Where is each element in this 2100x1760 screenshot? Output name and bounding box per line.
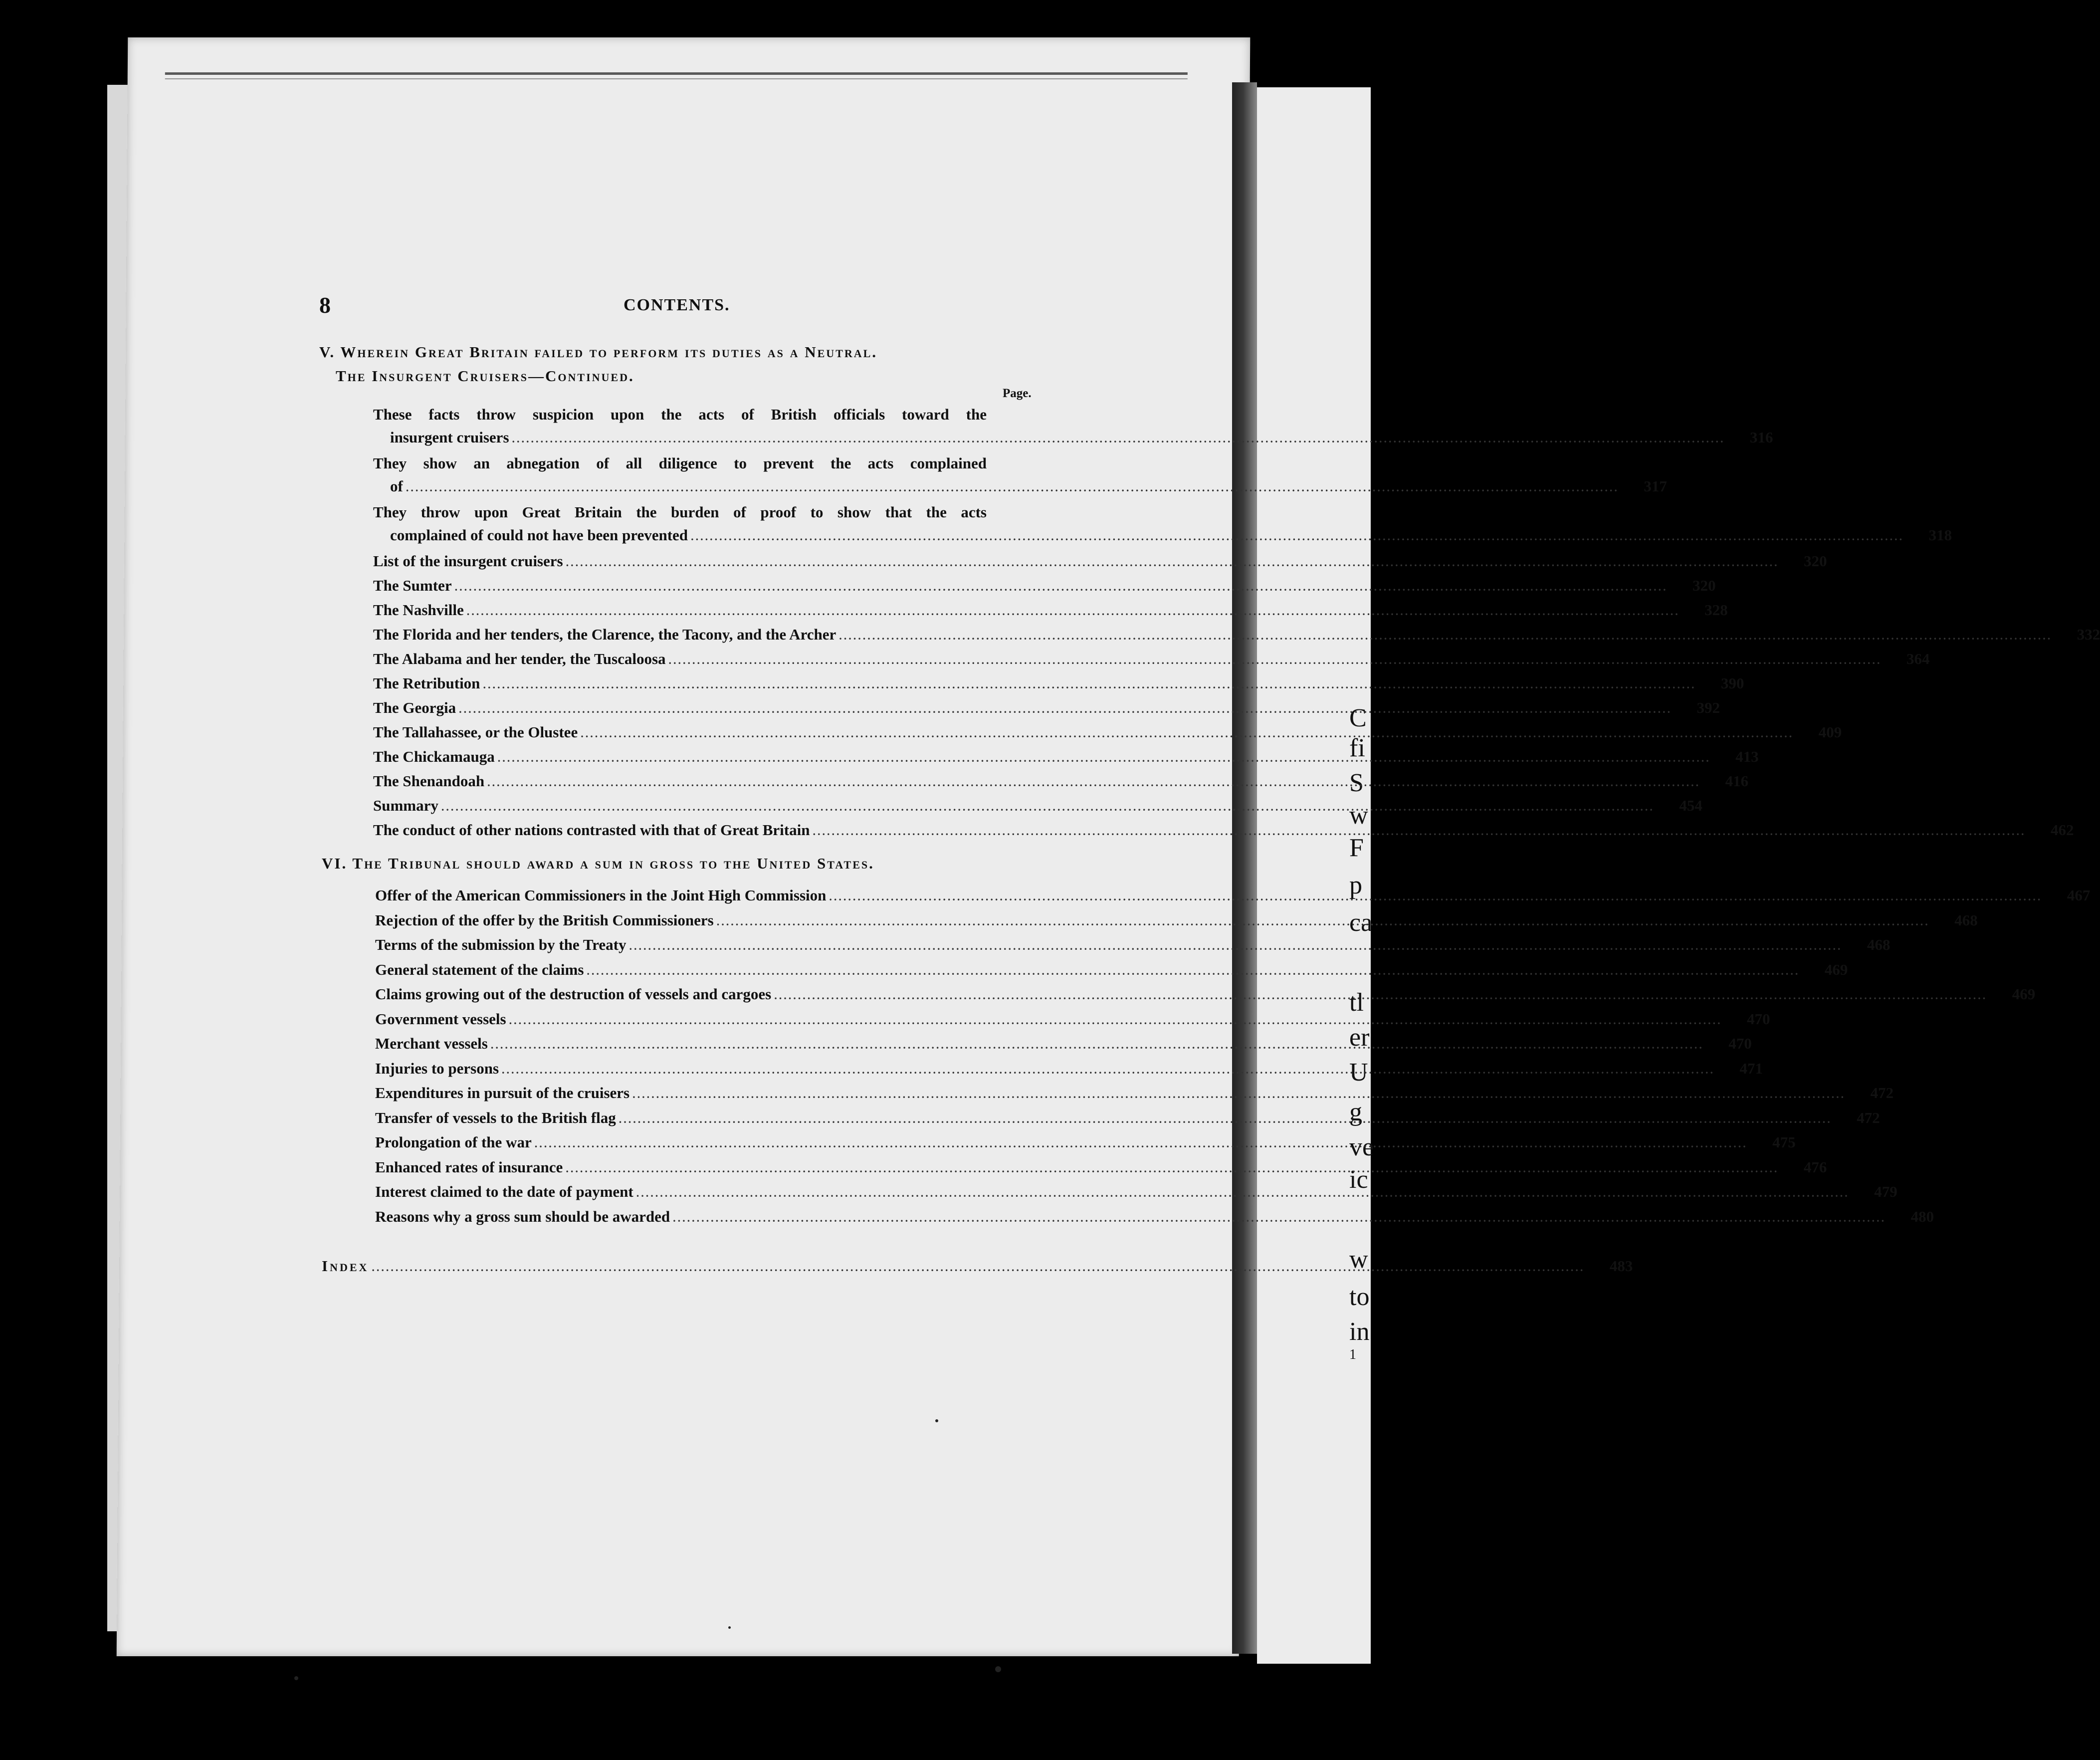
- toc-entry: [373, 696, 1720, 721]
- entry-line: [373, 819, 2074, 843]
- facing-text-fragment: to: [1349, 1283, 1370, 1311]
- facing-text-fragment: C: [1349, 704, 1367, 732]
- entry-page: 469: [2012, 985, 2036, 1003]
- toc-entry: [373, 623, 2100, 648]
- entry-page: 416: [1725, 772, 1749, 790]
- speck: [728, 1626, 731, 1629]
- dot-leader: [406, 476, 1619, 499]
- facing-text-fragment: ca: [1349, 908, 1373, 937]
- entry-text: insurgent cruisers: [390, 429, 509, 446]
- section-v-subheading: The Insurgent Cruisers—Continued.: [336, 367, 634, 385]
- toc-entry: [373, 794, 1702, 819]
- toc-entry: [373, 501, 1952, 548]
- entry-page: 468: [1954, 911, 1978, 929]
- entry-page: 476: [1803, 1158, 1827, 1176]
- entry-text: Interest claimed to the date of payment: [375, 1183, 633, 1200]
- facing-text-fragment: in: [1349, 1318, 1370, 1346]
- top-rule: [165, 72, 1188, 75]
- facing-text-fragment: fi: [1349, 734, 1365, 762]
- dot-leader: [587, 960, 1800, 983]
- entry-line: [373, 426, 1773, 450]
- entry-page: 317: [1644, 477, 1667, 495]
- index-page: 483: [1609, 1257, 1633, 1275]
- dot-leader: [467, 600, 1680, 623]
- entry-line: [373, 623, 2100, 648]
- facing-text-fragment: w: [1349, 1245, 1368, 1274]
- facing-text-fragment: F: [1349, 834, 1364, 862]
- top-rule-secondary: [165, 78, 1188, 79]
- entry-line: [373, 599, 1728, 623]
- dot-leader: [813, 820, 2026, 843]
- toc-entry: [375, 884, 2091, 908]
- toc-entry: [375, 1032, 1752, 1057]
- entry-text: List of the insurgent cruisers: [373, 552, 563, 570]
- page-number: 8: [319, 292, 331, 318]
- dot-leader: [829, 885, 2042, 908]
- toc-entry: [375, 1008, 1770, 1032]
- toc-entry: [373, 574, 1716, 599]
- facing-text-fragment: ic: [1349, 1165, 1368, 1194]
- index-label: Index: [322, 1257, 369, 1275]
- entry-text: The conduct of other nations contrasted with that of Great Britain: [373, 821, 810, 839]
- speck: [995, 1666, 1001, 1672]
- entry-line: [373, 475, 1667, 499]
- facing-text-fragment: tl: [1349, 988, 1364, 1017]
- entry-text: Transfer of vessels to the British flag: [375, 1108, 616, 1126]
- dot-leader: [774, 984, 1987, 1007]
- entry-text: of: [390, 477, 403, 495]
- dot-leader: [636, 1182, 1850, 1205]
- toc-entry: [375, 933, 1890, 958]
- toc-entry: [373, 403, 1773, 450]
- dot-leader: [372, 1256, 1585, 1279]
- entry-text: Injuries to persons: [375, 1059, 499, 1077]
- dot-leader: [581, 722, 1794, 745]
- entry-text: Summary: [373, 797, 438, 814]
- entry-page: 472: [1857, 1108, 1880, 1126]
- entry-line: [375, 1180, 1897, 1205]
- toc-entry: [373, 721, 1842, 745]
- dot-leader: [566, 1157, 1779, 1180]
- entry-text: Expenditures in pursuit of the cruisers: [375, 1084, 630, 1101]
- entry-text: The Sumter: [373, 577, 452, 594]
- entry-line: [373, 672, 1744, 696]
- entry-text: The Chickamauga: [373, 748, 495, 765]
- dot-leader: [487, 771, 1700, 794]
- page-header: [319, 292, 1043, 322]
- entry-text: Enhanced rates of insurance: [375, 1158, 563, 1176]
- entry-line: [375, 1205, 1934, 1230]
- dot-leader: [632, 1083, 1846, 1106]
- dot-leader: [717, 910, 1930, 933]
- dot-leader: [535, 1132, 1748, 1155]
- entry-page: 470: [1728, 1035, 1752, 1052]
- toc-entry: [373, 648, 1930, 672]
- dot-leader: [673, 1207, 1886, 1230]
- entry-line: [375, 933, 1890, 958]
- toc-entry: [373, 550, 1827, 574]
- section-v-heading: V. Wherein Great Britain failed to perform its duties as a Neutral.: [319, 343, 878, 361]
- speck: [294, 1676, 298, 1680]
- entry-page: 320: [1804, 552, 1827, 570]
- entry-text: Prolongation of the war: [375, 1133, 532, 1151]
- entry-text: Government vessels: [375, 1010, 506, 1028]
- toc-entry: [375, 958, 1848, 983]
- entry-page: 468: [1867, 936, 1890, 953]
- toc-entry: [373, 770, 1749, 794]
- page-column-label: Page.: [1003, 387, 1032, 400]
- facing-text-fragment: ve: [1349, 1133, 1374, 1161]
- entry-page: 475: [1772, 1133, 1796, 1151]
- entry-page: 390: [1720, 674, 1744, 692]
- contents-page: [117, 37, 1251, 1656]
- entry-line: [373, 721, 1842, 745]
- toc-entry: [373, 452, 1667, 499]
- entry-page: 469: [1824, 960, 1848, 978]
- entry-page: 328: [1704, 601, 1728, 619]
- entry-text: The Alabama and her tender, the Tuscaloosa: [373, 650, 666, 667]
- entry-line: [373, 524, 1952, 548]
- entry-text: Reasons why a gross sum should be awarded: [375, 1207, 670, 1225]
- section-vi-heading: VI. The Tribunal should award a sum in gross to the United States.: [322, 855, 874, 872]
- entry-page: 332: [2077, 626, 2100, 643]
- entry-line: [373, 696, 1720, 721]
- dot-leader: [512, 428, 1725, 450]
- entry-line: [375, 1057, 1763, 1082]
- entry-text: Terms of the submission by the Treaty: [375, 936, 627, 953]
- dot-leader: [459, 698, 1672, 721]
- toc-entry: [375, 1082, 1894, 1106]
- entry-page: 462: [2050, 821, 2074, 839]
- entry-page: 454: [1679, 797, 1702, 814]
- entry-line: [373, 794, 1702, 819]
- entry-line: [375, 1008, 1770, 1032]
- entry-line: [375, 884, 2091, 908]
- entry-text: The Florida and her tenders, the Clarence, the Tacony, and the Archer: [373, 626, 837, 643]
- entry-page: 318: [1928, 526, 1952, 544]
- toc-entry: [373, 672, 1744, 696]
- entry-page: 392: [1696, 699, 1720, 716]
- entry-text: The Georgia: [373, 699, 456, 716]
- entry-line: [373, 550, 1827, 574]
- entry-text: complained of could not have been prevented: [390, 526, 688, 544]
- dot-leader: [491, 1034, 1704, 1057]
- entry-line: [375, 1032, 1752, 1057]
- entry-page: 409: [1818, 723, 1842, 741]
- entry-page: 471: [1739, 1059, 1763, 1077]
- dot-leader: [619, 1108, 1832, 1131]
- entry-line: [375, 958, 1848, 983]
- entry-text: The Nashville: [373, 601, 464, 619]
- toc-entry: [375, 1180, 1897, 1205]
- toc-entry: [375, 1205, 1934, 1230]
- dot-leader: [669, 649, 1882, 672]
- toc-entry: [373, 599, 1728, 623]
- entry-text: The Retribution: [373, 674, 480, 692]
- speck: [935, 1419, 938, 1422]
- entry-line: [375, 1082, 1894, 1106]
- index-entry: [322, 1255, 1633, 1279]
- entry-text-line: They throw upon Great Britain the burden of proof to show that the acts: [373, 503, 987, 521]
- facing-text-fragment: U: [1349, 1058, 1368, 1087]
- entry-page: 316: [1750, 429, 1773, 446]
- entry-page: 480: [1910, 1207, 1934, 1225]
- entry-line: [373, 770, 1749, 794]
- dot-leader: [630, 935, 1843, 958]
- entry-text-line: They show an abnegation of all diligence to prevent the acts complained: [373, 454, 987, 472]
- facing-text-fragment: 1: [1349, 1347, 1356, 1362]
- entry-page: 472: [1870, 1084, 1894, 1101]
- dot-leader: [498, 747, 1711, 770]
- entry-text: Rejection of the offer by the British Commissioners: [375, 911, 714, 929]
- entry-text: The Shenandoah: [373, 772, 485, 790]
- entry-page: 470: [1747, 1010, 1770, 1028]
- entry-page: 479: [1874, 1183, 1897, 1200]
- facing-text-fragment: er: [1349, 1023, 1370, 1052]
- toc-entry: [373, 819, 2074, 843]
- entry-text: Claims growing out of the destruction of vessels and cargoes: [375, 985, 772, 1003]
- entry-line: [373, 648, 1930, 672]
- facing-text-fragment: w: [1349, 801, 1368, 830]
- entry-page: 364: [1906, 650, 1930, 667]
- dot-leader: [566, 551, 1779, 574]
- entry-text: Merchant vessels: [375, 1035, 488, 1052]
- toc-entry: [375, 1057, 1763, 1082]
- book-gutter: [1232, 82, 1257, 1654]
- facing-text-fragment: g: [1349, 1098, 1362, 1126]
- running-title: CONTENTS.: [624, 296, 730, 314]
- dot-leader: [455, 576, 1668, 599]
- dot-leader: [441, 796, 1655, 819]
- dot-leader: [509, 1009, 1722, 1032]
- facing-text-fragment: S: [1349, 769, 1364, 797]
- entry-text: The Tallahassee, or the Olustee: [373, 723, 578, 741]
- dot-leader: [502, 1059, 1715, 1082]
- entry-page: 413: [1735, 748, 1759, 765]
- entry-text: General statement of the claims: [375, 960, 584, 978]
- dot-leader: [483, 673, 1696, 696]
- entry-text: Offer of the American Commissioners in the Joint High Commission: [375, 886, 827, 904]
- entry-text-line: These facts throw suspicion upon the acts of British officials toward the: [373, 406, 987, 423]
- entry-line: [373, 574, 1716, 599]
- entry-line: [375, 1106, 1880, 1131]
- entry-page: 467: [2067, 886, 2091, 904]
- dot-leader: [839, 625, 2052, 648]
- toc-entry: [375, 1106, 1880, 1131]
- facing-text-fragment: p: [1349, 871, 1362, 899]
- entry-page: 320: [1692, 577, 1716, 594]
- dot-leader: [691, 525, 1904, 548]
